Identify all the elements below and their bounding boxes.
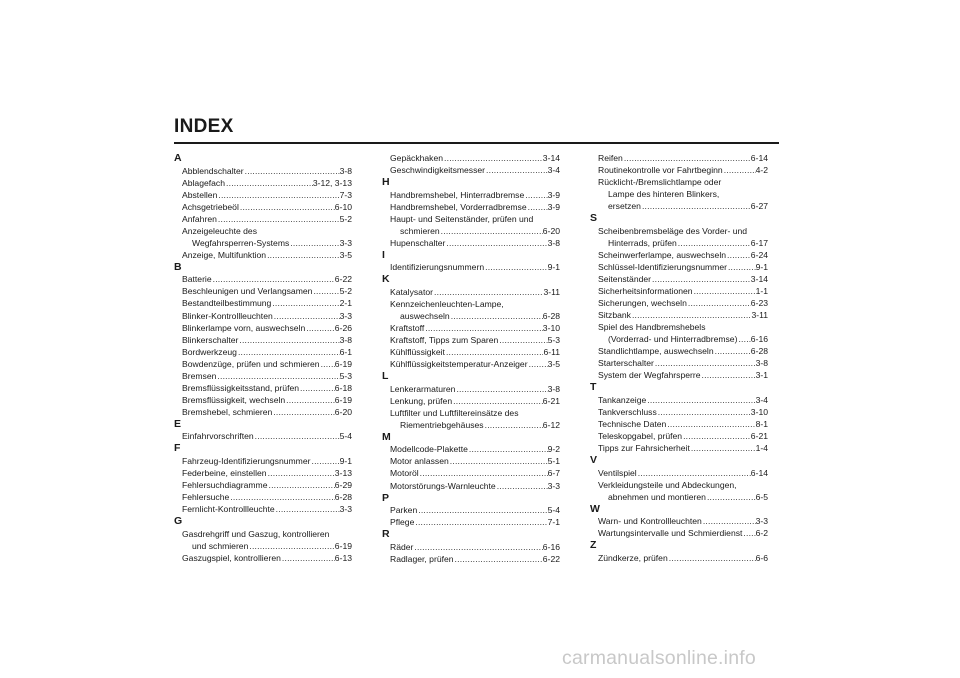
index-entry: Schlüssel-Identifizierungsnummer ..... 9-1 bbox=[590, 261, 768, 273]
index-column-2 bbox=[382, 152, 560, 565]
section-letter-k: K bbox=[382, 273, 390, 286]
index-entry: Motoröl ..... 6-7 bbox=[382, 467, 560, 479]
index-entry: Fehlersuchdiagramme ..... 6-29 bbox=[174, 479, 352, 491]
index-entry-text: Lampe des hinteren Blinkers, bbox=[608, 189, 720, 200]
index-entry: Fernlicht-Kontrollleuchte ..... 3-3 bbox=[174, 503, 352, 515]
index-entry: Kühlflüssigkeitstemperatur-Anzeiger ..... 3-5 bbox=[382, 358, 560, 370]
index-entry: Lenkung, prüfen ..... 6-21 bbox=[382, 395, 560, 407]
index-entry: Riementriebgehäuses ..... 6-12 bbox=[382, 419, 560, 431]
section-letter-f: F bbox=[174, 442, 181, 455]
title-divider bbox=[174, 142, 779, 144]
section-letter-w: W bbox=[590, 502, 600, 515]
index-entry: Bremshebel, schmieren ..... 6-20 bbox=[174, 406, 352, 418]
index-entry: Blinkerlampe vorn, auswechseln ..... 6-26 bbox=[174, 322, 352, 334]
index-entry: Standlichtlampe, auswechseln ..... 6-28 bbox=[590, 345, 768, 357]
index-entry: Kühlflüssigkeit ..... 6-11 bbox=[382, 346, 560, 358]
index-entry: Reifen ..... 6-14 bbox=[590, 152, 768, 164]
section-letter-b: B bbox=[174, 260, 182, 273]
index-entry: Kraftstoff ..... 3-10 bbox=[382, 322, 560, 334]
index-entry-text: Rücklicht-/Bremslichtlampe oder bbox=[598, 177, 722, 188]
index-entry: Modellcode-Plakette ..... 9-2 bbox=[382, 443, 560, 455]
index-entry: Achsgetriebeöl ..... 6-10 bbox=[174, 201, 352, 213]
index-entry: Motorstörungs-Warnleuchte ..... 3-3 bbox=[382, 480, 560, 492]
section-letter-v: V bbox=[590, 454, 598, 467]
index-entry: Bordwerkzeug ..... 6-1 bbox=[174, 346, 352, 358]
index-entry: abnehmen und montieren ..... 6-5 bbox=[590, 491, 768, 503]
watermark-text: carmanualsonline.info bbox=[562, 647, 756, 669]
index-entry: Einfahrvorschriften ..... 5-4 bbox=[174, 430, 352, 442]
section-letter-i: I bbox=[382, 248, 385, 261]
index-entry: Scheinwerferlampe, auswechseln ..... 6-24 bbox=[590, 249, 768, 261]
index-entry: Anfahren ..... 5-2 bbox=[174, 213, 352, 225]
index-entry: Wegfahrsperren-Systems ..... 3-3 bbox=[174, 237, 352, 249]
index-entry-text: Spiel des Handbremshebels bbox=[598, 322, 706, 333]
index-entry: Bestandteilbestimmung ..... 2-1 bbox=[174, 297, 352, 309]
index-entry: Blinkerschalter ..... 3-8 bbox=[174, 334, 352, 346]
index-entry-text: Kennzeichenleuchten-Lampe, bbox=[390, 298, 504, 309]
index-entry: Gepäckhaken ..... 3-14 bbox=[382, 152, 560, 164]
index-entry: Tankverschluss ..... 3-10 bbox=[590, 406, 768, 418]
index-entry: Warn- und Kontrollleuchten ..... 3-3 bbox=[590, 515, 768, 527]
index-entry: Anzeige, Multifunktion ..... 3-5 bbox=[174, 249, 352, 261]
index-entry: Ventilspiel ..... 6-14 bbox=[590, 467, 768, 479]
index-entry: Fehlersuche ..... 6-28 bbox=[174, 491, 352, 503]
index-entry: Batterie ..... 6-22 bbox=[174, 273, 352, 285]
index-entry-text: Haupt- und Seitenständer, prüfen und bbox=[390, 213, 534, 224]
section-letter-r: R bbox=[382, 528, 390, 541]
index-entry-text: Luftfilter und Luftfiltereinsätze des bbox=[390, 407, 519, 418]
index-entry: Lenkerarmaturen ..... 3-8 bbox=[382, 383, 560, 395]
index-entry: Gaszugspiel, kontrollieren ..... 6-13 bbox=[174, 552, 352, 564]
index-entry: Beschleunigen und Verlangsamen ..... 5-2 bbox=[174, 285, 352, 297]
index-entry: (Vorderrad- und Hinterradbremse) ..... 6-16 bbox=[590, 333, 768, 345]
section-letter-e: E bbox=[174, 417, 182, 430]
index-entry: Kraftstoff, Tipps zum Sparen ..... 5-3 bbox=[382, 334, 560, 346]
index-entry: System der Wegfahrsperre ..... 3-1 bbox=[590, 369, 768, 381]
index-entry: Bremsflüssigkeit, wechseln ..... 6-19 bbox=[174, 394, 352, 406]
index-entry: Federbeine, einstellen ..... 3-13 bbox=[174, 467, 352, 479]
index-entry-text: Gasdrehgriff und Gaszug, kontrollieren bbox=[182, 528, 330, 539]
index-entry: Starterschalter ..... 3-8 bbox=[590, 357, 768, 369]
index-entry: Ablagefach ..... 3-12, 3-13 bbox=[174, 177, 352, 189]
index-entry: Parken ..... 5-4 bbox=[382, 504, 560, 516]
index-entry: Handbremshebel, Hinterradbremse ..... 3-9 bbox=[382, 189, 560, 201]
index-entry: Bremsen ..... 5-3 bbox=[174, 370, 352, 382]
index-entry: Sicherheitsinformationen ..... 1-1 bbox=[590, 285, 768, 297]
index-entry: Seitenständer ..... 3-14 bbox=[590, 273, 768, 285]
index-entry: Geschwindigkeitsmesser ..... 3-4 bbox=[382, 164, 560, 176]
index-entry: Abblendschalter ..... 3-8 bbox=[174, 165, 352, 177]
section-letter-z: Z bbox=[590, 539, 597, 552]
index-entry: Motor anlassen ..... 5-1 bbox=[382, 455, 560, 467]
index-column-3 bbox=[590, 152, 768, 564]
index-column-1 bbox=[174, 152, 352, 564]
section-letter-t: T bbox=[590, 381, 597, 394]
index-entry: schmieren ..... 6-20 bbox=[382, 225, 560, 237]
index-entry: Zündkerze, prüfen ..... 6-6 bbox=[590, 552, 768, 564]
index-entry: Routinekontrolle vor Fahrtbeginn ..... 4-2 bbox=[590, 164, 768, 176]
index-entry: und schmieren ..... 6-19 bbox=[174, 540, 352, 552]
section-letter-h: H bbox=[382, 176, 390, 189]
index-entry: Katalysator ..... 3-11 bbox=[382, 286, 560, 298]
index-entry: Hinterrads, prüfen ..... 6-17 bbox=[590, 237, 768, 249]
index-entry: Räder ..... 6-16 bbox=[382, 541, 560, 553]
index-entry: Tankanzeige ..... 3-4 bbox=[590, 394, 768, 406]
index-entry: Sitzbank ..... 3-11 bbox=[590, 309, 768, 321]
section-letter-l: L bbox=[382, 370, 389, 383]
index-entry: Abstellen ..... 7-3 bbox=[174, 189, 352, 201]
index-entry: Handbremshebel, Vorderradbremse ..... 3-9 bbox=[382, 201, 560, 213]
index-entry: Teleskopgabel, prüfen ..... 6-21 bbox=[590, 430, 768, 442]
index-entry: Hupenschalter ..... 3-8 bbox=[382, 237, 560, 249]
index-entry: Wartungsintervalle und Schmierdienst ..... 6-2 bbox=[590, 527, 768, 539]
section-letter-a: A bbox=[174, 152, 182, 164]
index-entry: ersetzen ..... 6-27 bbox=[590, 200, 768, 212]
section-letter-s: S bbox=[590, 212, 598, 225]
index-entry: Sicherungen, wechseln ..... 6-23 bbox=[590, 297, 768, 309]
section-letter-g: G bbox=[174, 515, 183, 528]
index-entry: Radlager, prüfen ..... 6-22 bbox=[382, 553, 560, 565]
section-letter-p: P bbox=[382, 491, 390, 504]
index-entry: auswechseln ..... 6-28 bbox=[382, 310, 560, 322]
index-entry: Pflege ..... 7-1 bbox=[382, 516, 560, 528]
index-entry: Bowdenzüge, prüfen und schmieren ..... 6-19 bbox=[174, 358, 352, 370]
section-letter-m: M bbox=[382, 430, 391, 443]
index-entry-text: Anzeigeleuchte des bbox=[182, 225, 258, 236]
index-entry-text: Verkleidungsteile und Abdeckungen, bbox=[598, 479, 737, 490]
index-entry: Technische Daten ..... 8-1 bbox=[590, 418, 768, 430]
index-entry-text: Scheibenbremsbeläge des Vorder- und bbox=[598, 225, 748, 236]
page-title: INDEX bbox=[174, 116, 234, 137]
index-entry: Fahrzeug-Identifizierungsnummer ..... 9-1 bbox=[174, 455, 352, 467]
index-entry: Tipps zur Fahrsicherheit ..... 1-4 bbox=[590, 442, 768, 454]
index-entry: Bremsflüssigkeitsstand, prüfen ..... 6-18 bbox=[174, 382, 352, 394]
index-entry: Identifizierungsnummern ..... 9-1 bbox=[382, 261, 560, 273]
index-entry: Blinker-Kontrollleuchten ..... 3-3 bbox=[174, 310, 352, 322]
